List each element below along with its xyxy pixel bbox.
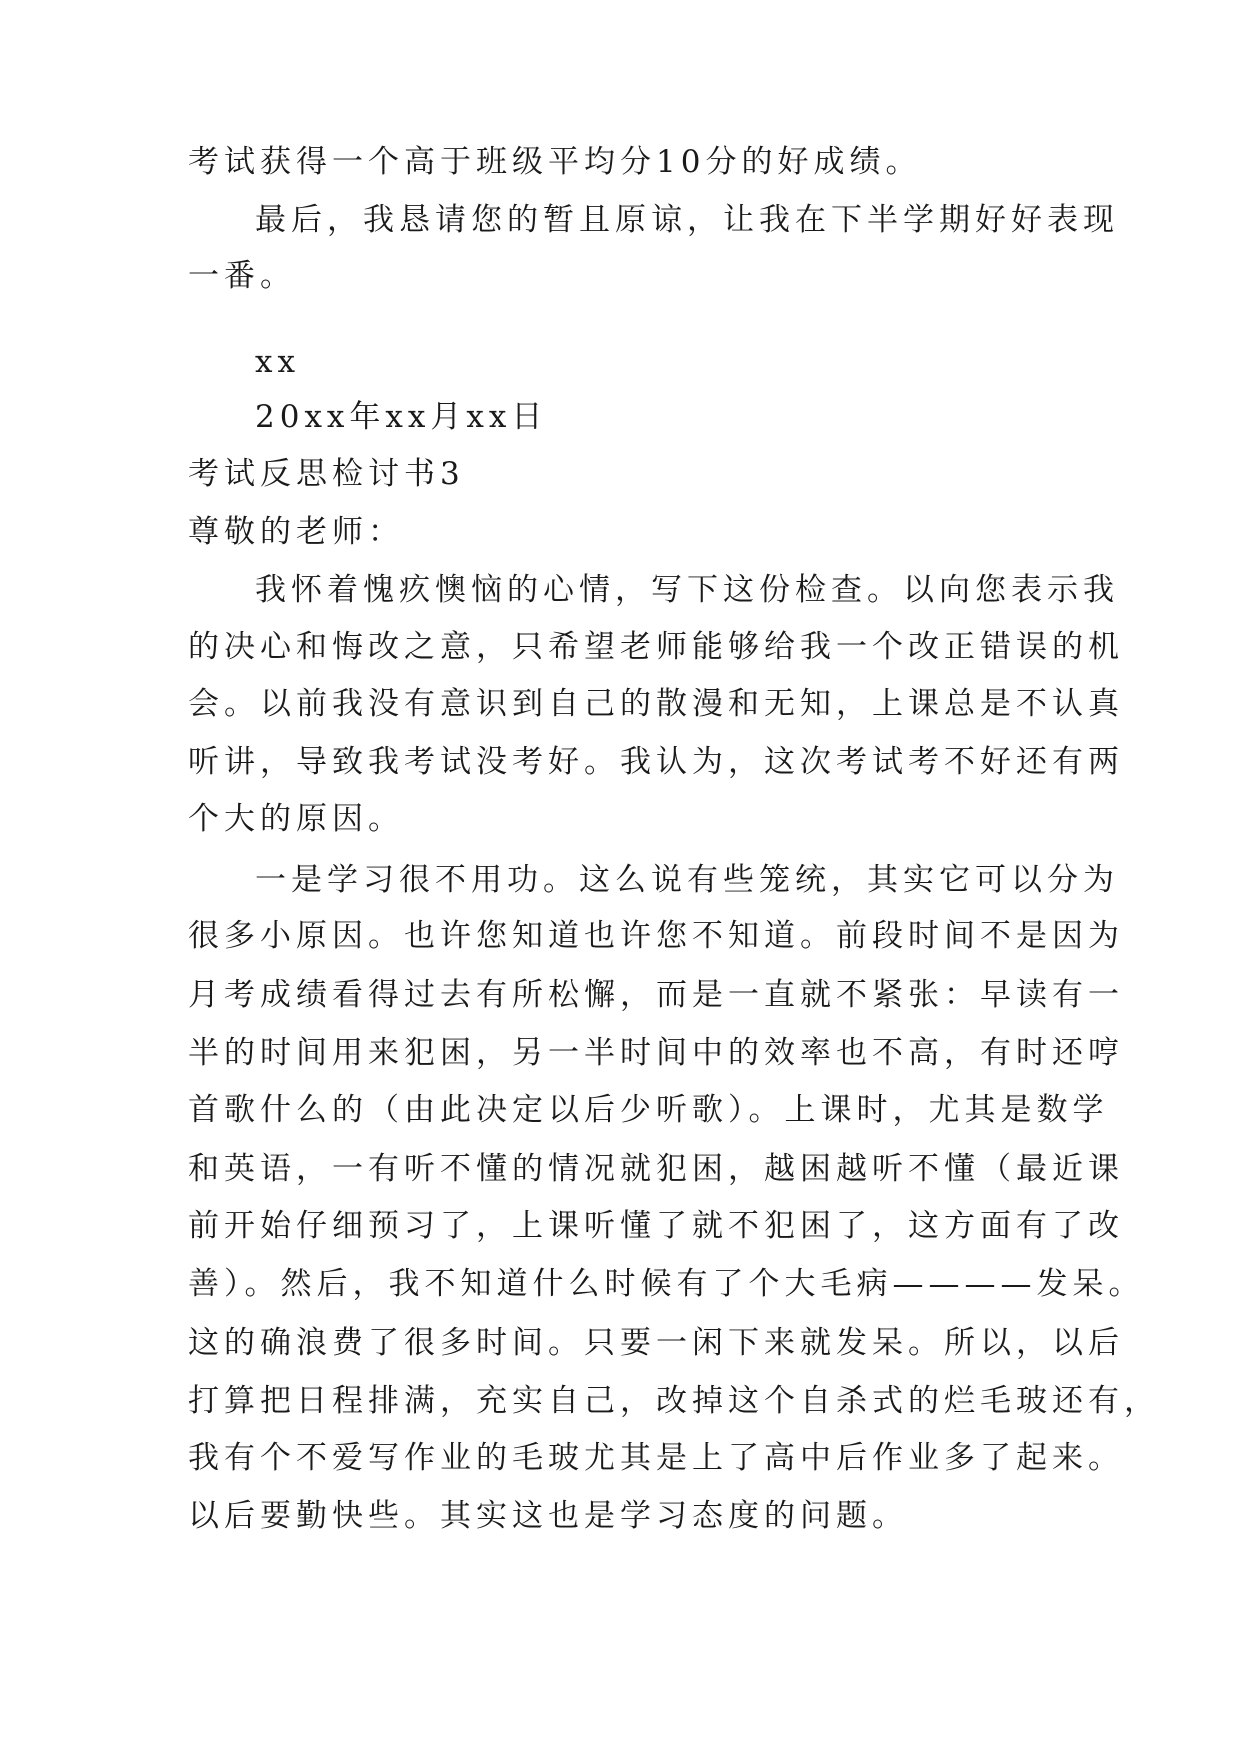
paragraph-line: 一是学习很不用功。这么说有些笼统，其实它可以分为 [255, 862, 1119, 898]
signature-date: 20xx年xx月xx日 [255, 399, 548, 435]
paragraph-line: 个大的原因。 [188, 801, 404, 837]
salutation: 尊敬的老师： [188, 514, 404, 550]
paragraph-line: 善）。然后，我不知道什么时候有了个大毛病————发呆。 [188, 1266, 1145, 1302]
paragraph-line: 会。以前我没有意识到自己的散漫和无知，上课总是不认真 [188, 686, 1124, 722]
paragraph-line: 首歌什么的（由此决定以后少听歌）。上课时，尤其是数学 [188, 1092, 1109, 1128]
paragraph-line: 半的时间用来犯困，另一半时间中的效率也不高，有时还哼 [188, 1035, 1124, 1071]
paragraph-line: 的决心和悔改之意，只希望老师能够给我一个改正错误的机 [188, 629, 1124, 665]
section-title: 考试反思检讨书3 [188, 456, 465, 492]
paragraph-line: 以后要勤快些。其实这也是学习态度的问题。 [188, 1498, 908, 1534]
paragraph-line: 这的确浪费了很多时间。只要一闲下来就发呆。所以，以后 [188, 1325, 1124, 1361]
signature-name: xx [255, 344, 300, 380]
paragraph-line: 打算把日程排满，充实自己，改掉这个自杀式的烂毛玻还有， [188, 1383, 1160, 1419]
paragraph-line: 和英语，一有听不懂的情况就犯困，越困越听不懂（最近课 [188, 1151, 1124, 1187]
paragraph-line: 一番。 [188, 258, 296, 294]
paragraph-line: 月考成绩看得过去有所松懈，而是一直就不紧张：早读有一 [188, 977, 1124, 1013]
paragraph-line: 我怀着愧疚懊恼的心情，写下这份检查。以向您表示我 [255, 572, 1119, 608]
paragraph-line: 我有个不爱写作业的毛玻尤其是上了高中后作业多了起来。 [188, 1440, 1124, 1476]
paragraph-line: 前开始仔细预习了，上课听懂了就不犯困了，这方面有了改 [188, 1208, 1124, 1244]
paragraph-line: 很多小原因。也许您知道也许您不知道。前段时间不是因为 [188, 918, 1124, 954]
paragraph-line: 考试获得一个高于班级平均分10分的好成绩。 [188, 144, 922, 180]
paragraph-line: 听讲，导致我考试没考好。我认为，这次考试考不好还有两 [188, 744, 1124, 780]
paragraph-line: 最后，我恳请您的暂且原谅，让我在下半学期好好表现 [255, 202, 1119, 238]
